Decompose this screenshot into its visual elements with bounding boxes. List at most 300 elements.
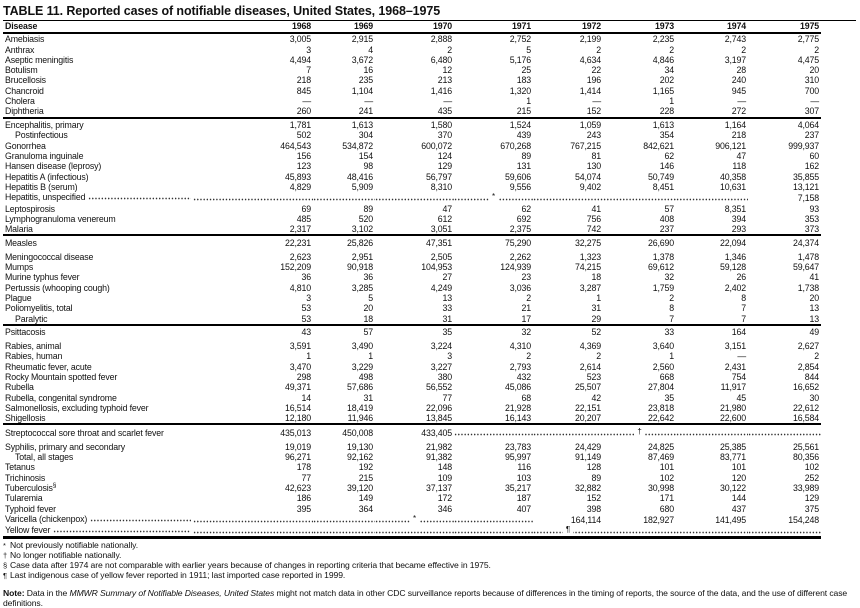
year-value-cell: 7	[741, 303, 746, 314]
year-value-cell: 90,918	[346, 262, 373, 273]
year-value-cell: 187	[516, 493, 531, 504]
table-row	[3, 283, 821, 293]
disease-label-cell	[3, 483, 193, 493]
column-header-year: 1975	[748, 21, 821, 33]
year-value-cell: 408	[659, 213, 674, 224]
year-value-cell: 27,804	[647, 382, 674, 393]
year-value-cell: 4,475	[797, 54, 819, 65]
disease-label: Plague	[5, 292, 32, 303]
year-value-cell: 353	[804, 213, 819, 224]
year-value-cell: 62	[664, 151, 674, 162]
year-value-cell: 152,209	[280, 262, 311, 273]
note-post: might not match data in other CDC surveillance reports because of differences in the timing of reports, the source of the data, and the use of different case definitions.	[3, 587, 848, 608]
year-value-cell: 2,317	[289, 224, 311, 235]
year-value-cell: 2	[669, 44, 674, 55]
year-value-cell: 228	[659, 106, 674, 117]
year-value-cell: 172	[437, 493, 452, 504]
year-value-cell: 27	[442, 272, 452, 283]
year-value-cell: 380	[437, 372, 452, 382]
year-value-cell: 2	[814, 44, 819, 55]
year-value-cell: 1,613	[603, 118, 676, 131]
year-value-cell: 34	[664, 65, 674, 76]
year-value-cell: 398	[586, 503, 601, 514]
year-value-cell: 485	[296, 213, 311, 224]
disease-label-cell	[3, 514, 193, 524]
year-value-cell: 77	[442, 392, 452, 403]
disease-label-cell	[3, 362, 193, 372]
year-value-cell: 41	[809, 272, 819, 283]
leader-dots-cell	[375, 514, 454, 525]
year-value-cell: 154,248	[788, 514, 819, 525]
year-value-cell: 23,783	[504, 441, 531, 452]
year-value-cell: 243	[586, 130, 601, 141]
year-value-cell: 4,064	[748, 118, 821, 131]
year-value-cell: 3,490	[351, 341, 373, 352]
year-value-cell: 33,989	[792, 482, 819, 493]
table-row	[3, 483, 821, 493]
year-value-cell: 8	[741, 292, 746, 303]
year-value-cell: 13	[442, 292, 452, 303]
year-value-cell: 81	[591, 151, 601, 162]
disease-label-cell	[3, 55, 193, 65]
year-value-cell: 124	[437, 151, 452, 162]
year-value-cell: 534,872	[342, 140, 373, 151]
disease-label: Poliomyelitis, total	[5, 303, 73, 314]
year-value-cell: 40,358	[719, 171, 746, 182]
year-value-cell: 49,371	[284, 382, 311, 393]
year-value-cell: 129	[804, 493, 819, 504]
year-value-cell: 4,810	[289, 282, 311, 293]
table-row	[3, 303, 821, 313]
disease-label: Paralytic	[15, 313, 48, 324]
leader-dots-cell	[676, 424, 748, 438]
disease-label-cell	[3, 118, 193, 131]
disease-label-cell	[3, 262, 193, 272]
year-value-cell: 767,215	[570, 140, 601, 151]
year-value-cell: 435,013	[193, 424, 313, 438]
year-value-cell: 2,375	[509, 224, 531, 235]
year-value-cell: 2,793	[509, 361, 531, 372]
table-row	[3, 462, 821, 472]
year-value-cell: 116	[517, 462, 531, 473]
disease-label-cell	[3, 235, 193, 248]
year-value-cell: 2	[814, 351, 819, 362]
year-value-cell: 56,552	[425, 382, 452, 393]
year-value-cell: 36	[363, 272, 373, 283]
year-value-cell: 13,121	[792, 181, 819, 192]
table-row	[3, 182, 821, 192]
year-value-cell: 25	[521, 65, 531, 76]
disease-label-cell	[3, 452, 193, 462]
year-value-cell: 152	[586, 493, 601, 504]
year-value-cell: 7	[669, 313, 674, 324]
leader-dots-cell	[676, 192, 748, 203]
year-value-cell: 845	[296, 85, 311, 96]
disease-label: Total, all stages	[15, 452, 74, 463]
leader-dots-cell	[375, 192, 454, 203]
year-value-cell: 22,642	[647, 413, 674, 424]
year-value-cell: 32,275	[533, 235, 603, 248]
year-value-cell: 20,207	[574, 413, 601, 424]
year-value-cell: 237	[659, 224, 674, 235]
year-value-cell: 202	[659, 75, 674, 86]
year-value-cell: 906,121	[715, 140, 746, 151]
disease-label-cell	[3, 462, 193, 472]
year-value-cell: 4,249	[430, 282, 452, 293]
disease-label-cell	[3, 351, 193, 361]
column-header-year: 1969	[313, 21, 375, 33]
year-value-cell: 95,997	[504, 452, 531, 463]
leader-dots-cell	[748, 424, 821, 438]
year-value-cell: 3,227	[430, 361, 452, 372]
table-row	[3, 86, 821, 96]
page-title: TABLE 11. Reported cases of notifiable diseases, United States, 1968–1975	[3, 3, 856, 21]
year-value-cell: 57,686	[346, 382, 373, 393]
year-value-cell: 186	[296, 493, 311, 504]
column-header-disease: Disease	[3, 21, 193, 33]
year-value-cell: 2,951	[351, 251, 373, 262]
leader-dots-cell	[313, 514, 375, 525]
leader-dots-cell	[454, 424, 533, 438]
disease-label-cell	[3, 172, 193, 182]
header-row	[3, 21, 821, 33]
year-value-cell: 2,505	[430, 251, 452, 262]
year-value-cell: 59,606	[504, 171, 531, 182]
table-row	[3, 525, 821, 538]
year-value-cell: 22,231	[193, 235, 313, 248]
year-value-cell: 2,915	[351, 34, 373, 45]
year-value-cell: 164	[676, 325, 748, 338]
year-value-cell: 11,946	[347, 413, 373, 424]
year-value-cell: 999,937	[788, 140, 819, 151]
table-row	[3, 55, 821, 65]
year-value-cell: 437	[731, 503, 746, 514]
year-value-cell: 241	[358, 106, 373, 117]
year-value-cell: 16,514	[284, 402, 311, 413]
year-value-cell: 19,019	[284, 441, 311, 452]
year-value-cell: 1	[669, 96, 674, 107]
leader-dots	[53, 525, 191, 535]
year-value-cell: 2,743	[724, 34, 746, 45]
disease-label-cell	[3, 214, 193, 224]
year-value-cell: 215	[516, 106, 531, 117]
year-value-cell: 3,197	[724, 54, 746, 65]
disease-label: Psittacosis	[5, 327, 46, 338]
year-value-cell: 182,927	[643, 514, 674, 525]
year-value-cell: 25,561	[792, 441, 819, 452]
year-value-cell: 240	[731, 75, 746, 86]
year-value-cell: 2,262	[509, 251, 531, 262]
footnote-ref: ¶	[563, 525, 573, 535]
year-value-cell: 30,998	[647, 482, 674, 493]
disease-label: Aseptic meningitis	[5, 54, 74, 65]
year-value-cell: —	[302, 96, 311, 107]
disease-label-cell	[3, 248, 193, 262]
year-value-cell: —	[810, 96, 819, 107]
year-value-cell: 7,158	[797, 193, 819, 204]
year-value-cell: 12,180	[284, 413, 311, 424]
year-value-cell: 25,826	[313, 235, 375, 248]
disease-label: Rheumatic fever, acute	[5, 361, 92, 372]
year-value-cell: 22,612	[792, 402, 819, 413]
year-value-cell: 18,419	[346, 402, 373, 413]
year-value-cell: 520	[358, 213, 373, 224]
leader-dots-cell	[454, 514, 533, 525]
leader-dots-cell	[533, 192, 603, 203]
year-value-cell: 754	[731, 372, 746, 382]
year-value-cell: 16	[363, 65, 373, 76]
year-value-cell: 149	[358, 493, 373, 504]
year-value-cell: 89	[521, 151, 531, 162]
year-value-cell: 2,235	[652, 34, 674, 45]
disease-label: Trichinosis	[5, 472, 46, 483]
year-value-cell: 22,094	[676, 235, 748, 248]
disease-label-cell	[3, 438, 193, 452]
disease-label-cell	[3, 424, 193, 438]
year-value-cell: 215	[358, 472, 373, 483]
year-value-cell: 3,036	[509, 282, 531, 293]
year-value-cell: —	[737, 96, 746, 107]
table-row	[3, 118, 821, 131]
year-value-cell: 692	[516, 213, 531, 224]
footnote-ref: †	[634, 427, 644, 437]
year-value-cell: 464,543	[280, 140, 311, 151]
year-value-cell: 57	[313, 325, 375, 338]
year-value-cell: 47	[736, 151, 746, 162]
leader-dots-cell	[454, 192, 533, 203]
year-value-cell: 89	[591, 472, 601, 483]
disease-label: Leptospirosis	[5, 203, 55, 214]
year-value-cell: 13,845	[425, 413, 452, 424]
year-value-cell: 80,356	[792, 452, 819, 463]
year-value-cell: 4,494	[289, 54, 311, 65]
year-value-cell: 33	[603, 325, 676, 338]
year-value-cell: 260	[296, 106, 311, 117]
year-value-cell: 18	[591, 272, 601, 283]
note-pre: Data in the	[24, 587, 70, 598]
year-value-cell: 600,072	[421, 140, 452, 151]
table-row	[3, 372, 821, 382]
disease-label-cell	[3, 338, 193, 352]
year-value-cell: 700	[804, 85, 819, 96]
footnote	[3, 541, 856, 551]
disease-label-cell	[3, 204, 193, 214]
year-value-cell: 844	[804, 372, 819, 382]
year-value-cell: 5	[368, 292, 373, 303]
year-value-cell: 146	[659, 161, 674, 172]
disease-label: Chancroid	[5, 85, 44, 96]
leader-dots-cell	[313, 525, 375, 538]
disease-label: Measles	[5, 237, 37, 248]
disease-label: Malaria	[5, 224, 33, 235]
disease-label: Granuloma inguinale	[5, 151, 84, 162]
year-value-cell: 395	[296, 503, 311, 514]
year-value-cell: 35,217	[504, 482, 531, 493]
year-value-cell: 152	[586, 106, 601, 117]
year-value-cell: 162	[804, 161, 819, 172]
disease-label-cell	[3, 382, 193, 392]
year-value-cell: 2,623	[289, 251, 311, 262]
table-row	[3, 262, 821, 272]
table-row	[3, 272, 821, 282]
footnote-ref: *	[410, 514, 419, 524]
disease-label-cell	[3, 473, 193, 483]
year-value-cell: —	[737, 351, 746, 362]
year-value-cell: 47,351	[375, 235, 454, 248]
year-value-cell: 16,584	[792, 413, 819, 424]
year-value-cell: 432	[516, 372, 531, 382]
year-value-cell: 69	[301, 203, 311, 214]
table-row	[3, 452, 821, 462]
year-value-cell: 131	[516, 161, 531, 172]
note-journal-title: MMWR Summary of Notifiable Diseases, United States	[69, 587, 275, 598]
year-value-cell: 21,980	[719, 402, 746, 413]
year-value-cell: 1,524	[454, 118, 533, 131]
footnote-ref: §	[52, 482, 57, 490]
disease-label-cell	[3, 151, 193, 161]
year-value-cell: 1,346	[724, 251, 746, 262]
table-row	[3, 424, 821, 438]
disease-label: Anthrax	[5, 44, 35, 55]
disease-label-cell	[3, 493, 193, 503]
year-value-cell: 25,385	[719, 441, 746, 452]
table-row	[3, 493, 821, 503]
year-value-cell: 22,151	[574, 402, 601, 413]
year-value-cell: 7	[741, 313, 746, 324]
year-value-cell: 668	[659, 372, 674, 382]
year-value-cell: 1,478	[797, 251, 819, 262]
disease-label: Botulism	[5, 65, 38, 76]
year-value-cell: 945	[731, 85, 746, 96]
year-value-cell: 101	[659, 462, 674, 473]
year-value-cell: 45	[736, 392, 746, 403]
year-value-cell: 144	[731, 493, 746, 504]
column-header-year: 1971	[454, 21, 533, 33]
year-value-cell: 103	[516, 472, 531, 483]
year-value-cell: 1,059	[533, 118, 603, 131]
year-value-cell: 31	[442, 313, 452, 324]
disease-label: Rocky Mountain spotted fever	[5, 372, 118, 382]
disease-label: Pertussis (whooping cough)	[5, 282, 110, 293]
year-value-cell: 523	[586, 372, 601, 382]
year-value-cell: 19,130	[346, 441, 373, 452]
year-value-cell: 4,369	[579, 341, 601, 352]
year-value-cell: 1,759	[652, 282, 674, 293]
year-value-cell: 2,431	[724, 361, 746, 372]
leader-dots-cell	[193, 514, 313, 525]
year-value-cell: 3,285	[351, 282, 373, 293]
year-value-cell: 373	[804, 224, 819, 235]
year-value-cell: 24,825	[647, 441, 674, 452]
year-value-cell: 93	[809, 203, 819, 214]
leader-dots-cell	[454, 525, 533, 538]
year-value-cell: 24,429	[574, 441, 601, 452]
year-value-cell: 22,096	[425, 402, 452, 413]
disease-label-cell	[3, 141, 193, 151]
year-value-cell: 32	[664, 272, 674, 283]
year-value-cell: 2,614	[579, 361, 601, 372]
leader-dots-cell	[676, 525, 748, 538]
year-value-cell: 104,953	[421, 262, 452, 273]
table-row	[3, 204, 821, 214]
year-value-cell: 52	[533, 325, 603, 338]
year-value-cell: 43	[193, 325, 313, 338]
year-value-cell: 26,690	[603, 235, 676, 248]
year-value-cell: 1,323	[579, 251, 601, 262]
year-value-cell: 1	[368, 351, 373, 362]
disease-label: Tularemia	[5, 493, 43, 504]
disease-label-cell	[3, 325, 193, 338]
leader-dots-cell	[603, 424, 676, 438]
year-value-cell: 235	[358, 75, 373, 86]
year-value-cell: 1	[526, 96, 531, 107]
year-value-cell: 218	[731, 130, 746, 141]
leader-dots-cell	[375, 525, 454, 538]
disease-label-cell	[3, 33, 193, 44]
disease-label: Rubella	[5, 382, 34, 393]
disease-label: Diphtheria	[5, 106, 44, 117]
disease-label: Rabies, animal	[5, 341, 62, 352]
year-value-cell: 37,137	[425, 482, 452, 493]
year-value-cell: 1,613	[313, 118, 375, 131]
year-value-cell: 123	[296, 161, 311, 172]
year-value-cell: 23,818	[647, 402, 674, 413]
year-value-cell: 12	[442, 65, 452, 76]
disease-label: Tetanus	[5, 462, 35, 473]
footnote-text: No longer notifiable nationally.	[10, 550, 122, 561]
year-value-cell: 4,310	[509, 341, 531, 352]
year-value-cell: 8,351	[724, 203, 746, 214]
footnote-text: Case data after 1974 are not comparable with earlier years because of changes in reporting criteria that became effective in 1975.	[10, 560, 491, 571]
year-value-cell: 35	[375, 325, 454, 338]
year-value-cell: 32	[454, 325, 533, 338]
year-value-cell: 375	[804, 503, 819, 514]
year-value-cell: 50,749	[647, 171, 674, 182]
notifiable-diseases-table	[3, 21, 821, 539]
year-value-cell: 91,382	[425, 452, 452, 463]
year-value-cell: 756	[586, 213, 601, 224]
year-value-cell: 2	[741, 44, 746, 55]
year-value-cell: 237	[804, 130, 819, 141]
note-paragraph	[3, 588, 855, 608]
table-row	[3, 382, 821, 392]
year-value-cell: 1,580	[375, 118, 454, 131]
table-row	[3, 438, 821, 452]
footnote-mark: †	[3, 551, 8, 561]
leader-dots-cell	[313, 192, 375, 203]
year-value-cell: 4,829	[289, 181, 311, 192]
year-value-cell: 178	[296, 462, 311, 473]
year-value-cell: 9,556	[509, 181, 531, 192]
year-value-cell: 1,414	[579, 85, 601, 96]
disease-label: Salmonellosis, excluding typhoid fever	[5, 402, 149, 413]
year-value-cell: —	[443, 96, 452, 107]
year-value-cell: 30,122	[719, 482, 746, 493]
year-value-cell: 3,591	[289, 341, 311, 352]
table-row	[3, 248, 821, 262]
year-value-cell: 77	[301, 472, 311, 483]
year-value-cell: 8,451	[652, 181, 674, 192]
disease-label-cell	[3, 525, 193, 535]
column-header-year: 1973	[603, 21, 676, 33]
footnotes	[3, 541, 856, 580]
year-value-cell: 23	[521, 272, 531, 283]
year-value-cell: 3,229	[351, 361, 373, 372]
year-value-cell: 130	[586, 161, 601, 172]
year-value-cell: 1,781	[193, 118, 313, 131]
leader-dots-cell	[193, 192, 313, 203]
year-value-cell: 2	[596, 351, 601, 362]
